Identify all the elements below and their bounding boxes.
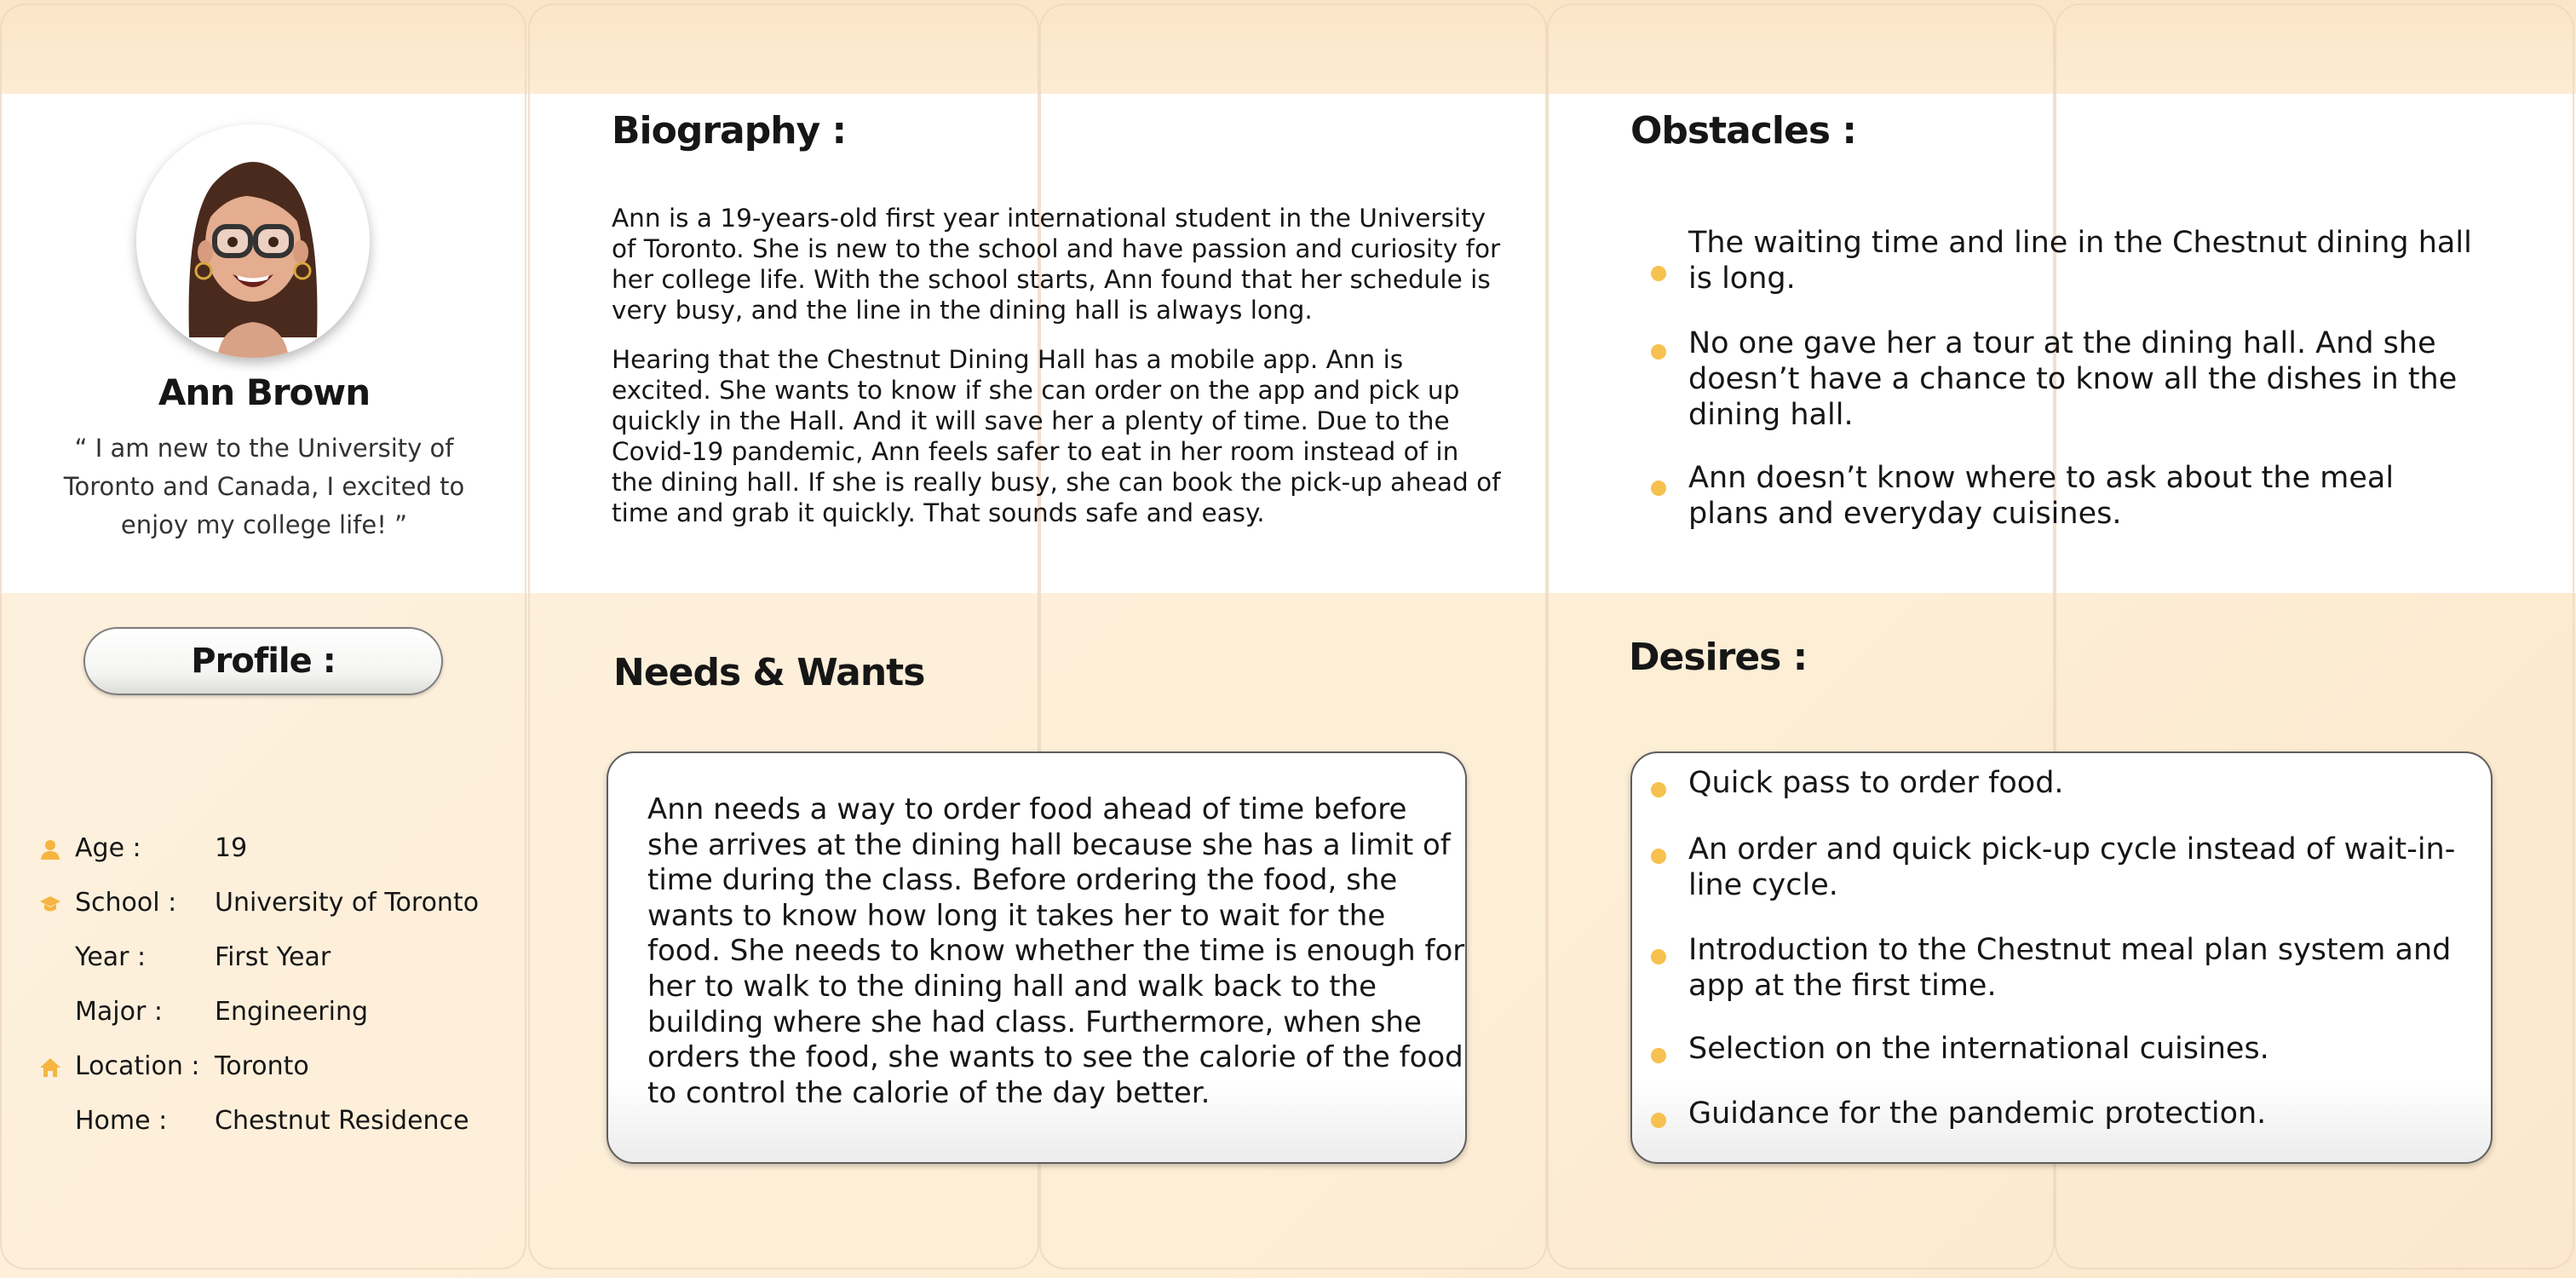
desire-item <box>1688 1031 2472 1067</box>
profile-title: Profile : <box>83 627 443 695</box>
desire-item <box>1688 1096 2472 1131</box>
desires-title: Desires : <box>1629 636 1808 679</box>
profile-value: University of Toronto <box>215 888 480 918</box>
profile-row-location <box>0 1046 528 1087</box>
persona-quote: “ I am new to the University of Toronto and Canada, I excited to enjoy my college life! ” <box>63 434 465 539</box>
bullet-dot <box>1651 1113 1666 1128</box>
desire-text: Quick pass to order food. <box>1688 766 2064 800</box>
obstacle-item <box>1688 325 2481 433</box>
profile-value: First Year <box>215 942 331 972</box>
profile-label: Age : <box>75 833 141 863</box>
bullet-dot <box>1651 481 1666 496</box>
profile-value: Engineering <box>215 997 368 1027</box>
obstacle-item <box>1688 460 2481 532</box>
profile-value: Chestnut Residence <box>215 1106 469 1136</box>
profile-label: Location : <box>75 1051 200 1081</box>
bullet-dot <box>1651 949 1666 964</box>
biography-paragraph: Hearing that the Chestnut Dining Hall has a mobile app. Ann is excited. She wants to know if she can order on the app and pick up quickly in the Hall. And it will save her a plenty of time. Due to the Covid-19 pandemic, Ann feels safer to eat in her room instead of in the dining hall. If she is really busy, she can book the pick-up ahead of time and grab it quickly. That sounds safe and easy. <box>612 345 1501 527</box>
profile-label: Year : <box>75 942 147 972</box>
profile-value: Toronto <box>215 1051 309 1081</box>
home-icon <box>39 1056 61 1079</box>
biography-title: Biography : <box>612 109 847 153</box>
bullet-dot <box>1651 344 1666 360</box>
profile-row-year <box>0 937 528 978</box>
bullet-dot <box>1651 266 1666 281</box>
avatar <box>136 124 370 358</box>
biography-paragraph: Ann is a 19-years-old first year international student in the University of Toronto. She is new to the school and have passion and curiosity for her college life. With the school starts, Ann found that her schedule is very busy, and the line in the dining hall is always long. <box>612 204 1501 325</box>
profile-value: 19 <box>215 833 248 863</box>
biography-text <box>612 203 1506 547</box>
bullet-dot <box>1651 782 1666 797</box>
profile-label: School : <box>75 888 177 918</box>
obstacle-text: Ann doesn’t know where to ask about the meal plans and everyday cuisines. <box>1688 461 2395 531</box>
profile-row-age <box>0 828 528 869</box>
desire-text: An order and quick pick-up cycle instead of wait-in-line cycle. <box>1688 832 2456 902</box>
person-icon <box>39 838 61 861</box>
bullet-dot <box>1651 1048 1666 1063</box>
profile-row-home <box>0 1101 528 1142</box>
desire-text: Guidance for the pandemic protection. <box>1688 1097 2267 1131</box>
profile-label: Major : <box>75 997 163 1027</box>
needs-title: Needs & Wants <box>613 651 925 694</box>
desire-item <box>1688 765 2472 801</box>
profile-label: Home : <box>75 1106 168 1136</box>
obstacle-item <box>1688 225 2481 296</box>
desire-item <box>1688 932 2472 1004</box>
desire-text: Selection on the international cuisines. <box>1688 1032 2269 1066</box>
obstacle-text: The waiting time and line in the Chestnut dining hall is long. <box>1688 226 2472 296</box>
profile-row-major <box>0 992 528 1033</box>
avatar-illustration <box>136 124 370 358</box>
graduation-cap-icon <box>39 893 61 915</box>
needs-text: Ann needs a way to order food ahead of time before she arrives at the dining hall because she has a limit of time during the class. Before ordering the food, she wants to know how long it takes her to wait for the food. She needs to know whether the time is enough for her to walk to the dining hall and walk back to the building where she had class. Furthermore, when she orders the food, she wants to see the calorie of the food to control the calorie of the day better. <box>647 792 1465 1110</box>
bullet-dot <box>1651 849 1666 864</box>
obstacles-title: Obstacles : <box>1630 109 1856 153</box>
desire-item <box>1688 832 2472 903</box>
obstacle-text: No one gave her a tour at the dining hall. And she doesn’t have a chance to know all the dishes in the dining hall. <box>1688 326 2458 432</box>
desire-text: Introduction to the Chestnut meal plan system and app at the first time. <box>1688 933 2452 1003</box>
profile-row-school <box>0 883 528 924</box>
persona-name: Ann Brown <box>158 371 371 413</box>
